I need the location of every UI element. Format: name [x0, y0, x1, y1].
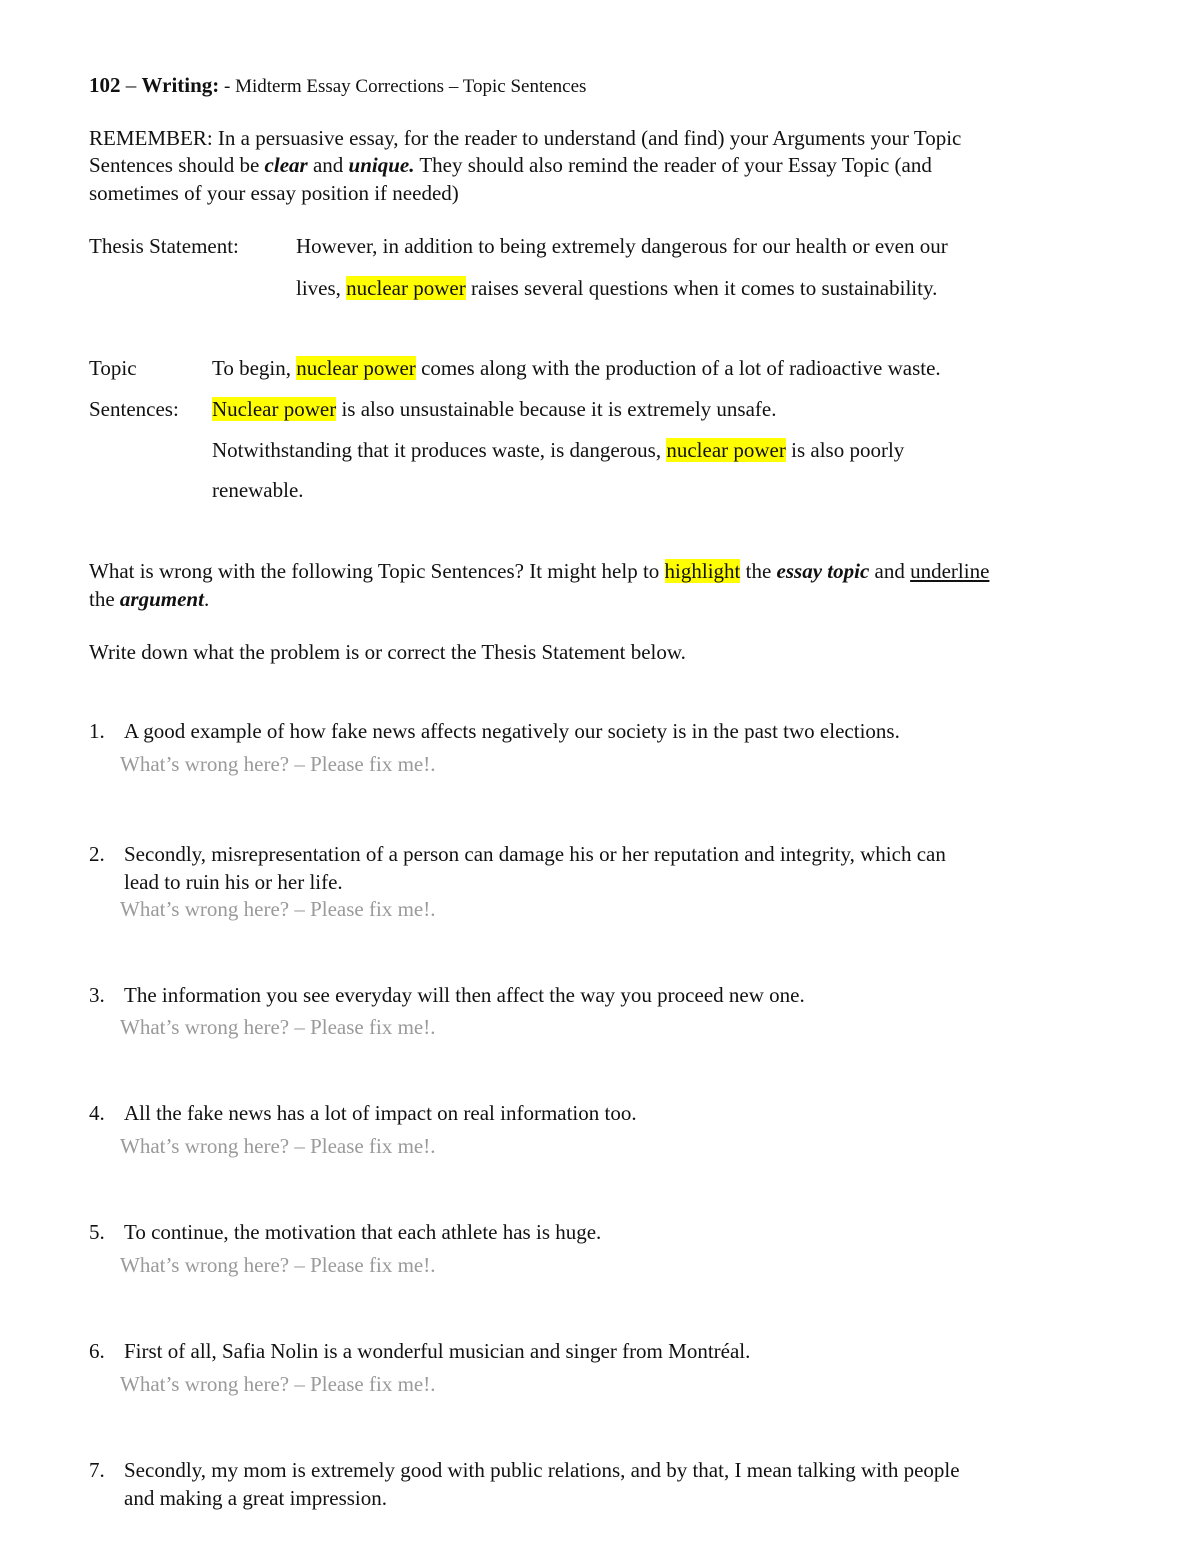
- item-7-text: Secondly, my mom is extremely good with public relations, and by that, I mean talking with people: [124, 1458, 960, 1482]
- item-1-answer-field[interactable]: What’s wrong here? – Please fix me!.: [120, 752, 436, 776]
- thesis-line-2: [296, 274, 937, 302]
- thesis-label: Thesis Statement:: [89, 234, 239, 258]
- thesis-text: raises several questions when it comes to sustainability.: [465, 276, 938, 300]
- topic-text: is also unsustainable because it is extremely unsafe.: [336, 397, 777, 421]
- item-7-text-cont: and making a great impression.: [124, 1486, 388, 1510]
- topic-sentence-1: [212, 354, 941, 382]
- item-2-text: Secondly, misrepresentation of a person can damage his or her reputation and integrity, which can: [124, 842, 946, 866]
- item-6-answer-field[interactable]: What’s wrong here? – Please fix me!.: [120, 1372, 436, 1396]
- highlight-nuclear-power: nuclear power: [296, 356, 416, 380]
- remember-text: and: [307, 153, 349, 177]
- remember-text: They should also remind the reader of your Essay Topic (and: [414, 153, 932, 177]
- question-line-1: [89, 557, 989, 585]
- emphasis-clear: clear: [264, 153, 308, 177]
- item-3-number: 3.: [89, 983, 105, 1007]
- instruction: Write down what the problem is or correct the Thesis Statement below.: [89, 640, 686, 664]
- item-6-number: 6.: [89, 1339, 105, 1363]
- thesis-text: lives,: [296, 276, 347, 300]
- highlight-nuclear-power: nuclear power: [346, 276, 466, 300]
- underline-word: underline: [910, 559, 990, 583]
- item-5-text: To continue, the motivation that each athlete has is huge.: [124, 1220, 602, 1244]
- item-7-number: 7.: [89, 1458, 105, 1482]
- question-text: What is wrong with the following Topic Sentences? It might help to: [89, 559, 665, 583]
- item-1-text: A good example of how fake news affects negatively our society is in the past two elections.: [124, 719, 900, 743]
- topic-label: Topic: [89, 356, 137, 380]
- topic-text: is also poorly: [785, 438, 905, 462]
- topic-text: Notwithstanding that it produces waste, is dangerous,: [212, 438, 667, 462]
- item-2-number: 2.: [89, 842, 105, 866]
- topic-text: To begin,: [212, 356, 297, 380]
- thesis-line-1: However, in addition to being extremely dangerous for our health or even our: [296, 234, 948, 258]
- item-4-answer-field[interactable]: What’s wrong here? – Please fix me!.: [120, 1134, 436, 1158]
- item-2-answer-field[interactable]: What’s wrong here? – Please fix me!.: [120, 897, 436, 921]
- title-dash: –: [120, 73, 142, 97]
- item-3-text: The information you see everyday will then affect the way you proceed new one.: [124, 983, 805, 1007]
- item-3-answer-field[interactable]: What’s wrong here? – Please fix me!.: [120, 1015, 436, 1039]
- item-2-text-cont: lead to ruin his or her life.: [124, 870, 343, 894]
- question-text: and: [869, 559, 911, 583]
- remember-text: Sentences should be: [89, 153, 265, 177]
- item-1-number: 1.: [89, 719, 105, 743]
- remember-line-3: sometimes of your essay position if needed): [89, 181, 459, 205]
- emphasis-argument: argument: [119, 587, 204, 611]
- question-text: .: [203, 587, 210, 611]
- remember-line-2: [89, 151, 932, 179]
- highlight-nuclear-power: Nuclear power: [212, 397, 337, 421]
- page-title: [89, 71, 586, 101]
- question-text: the: [89, 587, 120, 611]
- title-subject: Writing:: [141, 73, 220, 97]
- item-4-text: All the fake news has a lot of impact on real information too.: [124, 1101, 637, 1125]
- topic-text: comes along with the production of a lot of radioactive waste.: [415, 356, 941, 380]
- course-number: 102: [89, 73, 121, 97]
- topic-sentence-3: [212, 436, 904, 464]
- highlight-nuclear-power: nuclear power: [666, 438, 786, 462]
- sentences-label: Sentences:: [89, 397, 179, 421]
- item-5-number: 5.: [89, 1220, 105, 1244]
- emphasis-essay-topic: essay topic: [776, 559, 870, 583]
- question-line-2: [89, 585, 209, 613]
- topic-sentence-3-cont: renewable.: [212, 478, 304, 502]
- topic-sentence-2: [212, 395, 776, 423]
- highlight-word: highlight: [664, 559, 741, 583]
- remember-line-1: REMEMBER: In a persuasive essay, for the reader to understand (and find) your Arguments your Topic: [89, 126, 962, 150]
- title-rest: - Midterm Essay Corrections – Topic Sentences: [219, 76, 587, 97]
- item-4-number: 4.: [89, 1101, 105, 1125]
- item-6-text: First of all, Safia Nolin is a wonderful musician and singer from Montréal.: [124, 1339, 751, 1363]
- question-text: the: [740, 559, 777, 583]
- item-5-answer-field[interactable]: What’s wrong here? – Please fix me!.: [120, 1253, 436, 1277]
- emphasis-unique: unique.: [348, 153, 415, 177]
